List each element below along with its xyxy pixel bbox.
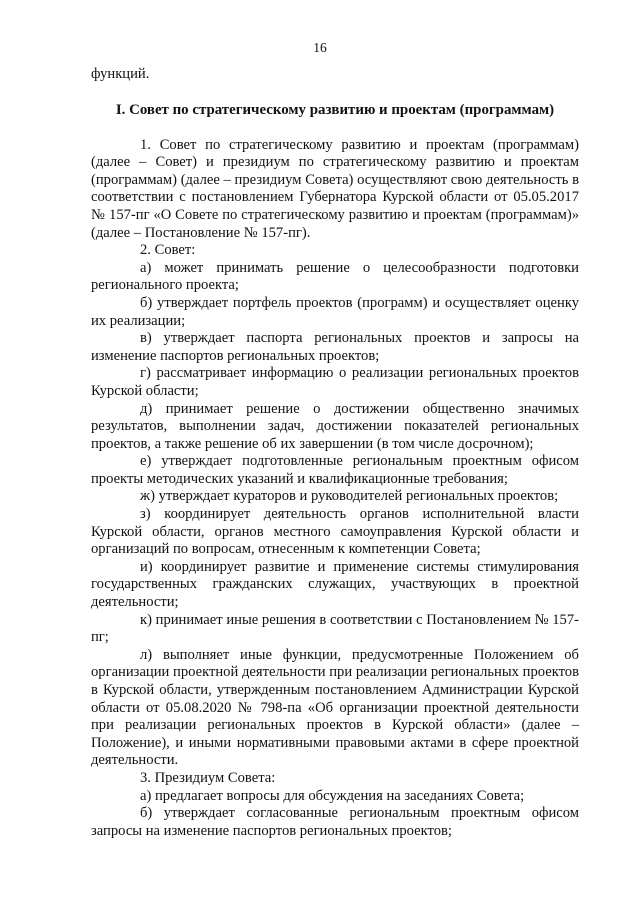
council-item-e: е) утверждает подготовленные региональным проектным офисом проекты методических указаний и квалификационные требования; <box>91 453 579 487</box>
council-item-l: л) выполняет иные функции, предусмотренные Положением об организации проектной деятельности при реализации региональных проектов в Курской области, утвержденным постановлением Администрации Курской области от 05.08.2020 № 798-па «Об организации проектной деятельности при реализации региональных проектов в Курской области» (далее – Положение), и иными нормативными правовыми актами в сфере проектной деятельности. <box>91 646 579 769</box>
council-item-k: к) принимает иные решения в соответствии с Постановлением № 157-пг; <box>91 611 579 646</box>
council-item-zh: ж) утверждает кураторов и руководителей региональных проектов; <box>140 488 559 505</box>
page-number: 16 <box>313 40 327 55</box>
paragraph-council-heading: 2. Совет: <box>140 242 196 259</box>
continuation-text: функций. <box>91 66 150 82</box>
paragraph-presidium-heading: 3. Президиум Совета: <box>140 769 276 786</box>
council-item-v: в) утверждает паспорта региональных проектов и запросы на изменение паспортов региональных проектов; <box>91 330 579 364</box>
council-item-z: з) координирует деятельность органов исполнительной власти Курской области, органов местного самоуправления Курской области и организаций по вопросам, отнесенным к компетенции Совета; <box>91 506 579 558</box>
council-item-d: д) принимает решение о достижении общественно значимых результатов, выполнении задач, достижении показателей региональных проектов, а также решение об их завершении (в том числе досрочном); <box>91 400 579 452</box>
council-item-i: и) координирует развитие и применение системы стимулирования государственных гражданских служащих, участвующих в проектной деятельности; <box>91 558 579 611</box>
council-item-a: а) может принимать решение о целесообразности подготовки регионального проекта; <box>91 259 579 294</box>
section-heading: I. Совет по стратегическому развитию и проектам (программам) <box>115 101 555 118</box>
presidium-item-b: б) утверждает согласованные региональным проектным офисом запросы на изменение паспортов региональных проектов; <box>91 805 579 839</box>
council-item-g: г) рассматривает информацию о реализации региональных проектов Курской области; <box>91 365 579 399</box>
paragraph-council-basis: 1. Совет по стратегическому развитию и проектам (программам) (далее – Совет) и президиум по стратегическому развитию и проектам (программам) (далее – президиум Совета) осуществляют свою деятельность в соответствии с постановлением Губернатора Курской области от 05.05.2017 № 157-пг «О Совете по стратегическому развитию и проектам (программам)» (далее – Постановление № 157-пг). <box>91 136 579 241</box>
presidium-item-a: а) предлагает вопросы для обсуждения на заседаниях Совета; <box>140 787 525 804</box>
document-body <box>91 66 579 840</box>
council-item-b: б) утверждает портфель проектов (программ) и осуществляет оценку их реализации; <box>91 294 579 329</box>
